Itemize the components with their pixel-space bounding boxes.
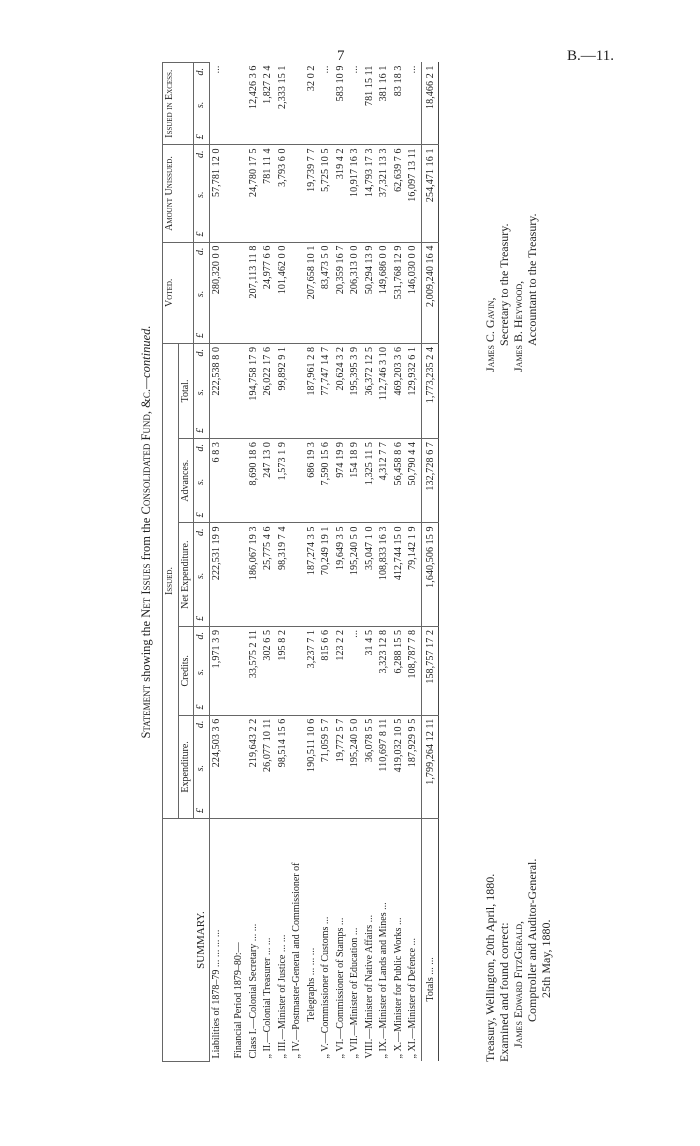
footer-left — [483, 859, 553, 1062]
net-cell: 98,319 7 4 — [276, 523, 291, 626]
currency-units-cell — [194, 63, 210, 145]
total-cell: 26,022 17 6 — [261, 343, 276, 438]
advances-cell: 686 19 3 — [305, 438, 320, 522]
currency-unit: d. — [195, 150, 206, 158]
currency-unit: £ — [195, 808, 206, 814]
total-cell: 129,932 6 1 — [406, 343, 421, 438]
summary-header: SUMMARY. — [163, 819, 210, 1062]
expenditure-cell: 110,697 8 11 — [377, 715, 392, 818]
row-label: „ VII.—Minister of Education ... — [349, 927, 360, 1059]
unissued-cell: 62,639 7 6 — [392, 145, 407, 242]
advances-cell: 50,790 4 4 — [406, 438, 421, 522]
page-number: 7 — [337, 48, 345, 64]
voted-cell: 149,686 0 0 — [377, 242, 392, 343]
title-net-issues: Net Issues — [139, 563, 153, 618]
table-row — [290, 63, 305, 1062]
voted-cell: 206,313 0 0 — [348, 242, 363, 343]
voted-cell: 24,977 6 6 — [261, 242, 276, 343]
expenditure-cell: 224,503 3 6 — [209, 715, 224, 818]
currency-unit: s. — [195, 191, 206, 198]
table-row — [276, 63, 291, 1062]
voted-cell: 280,320 0 0 — [209, 242, 224, 343]
table-row — [334, 63, 349, 1062]
excess-cell: 583 10 9 — [334, 63, 349, 145]
advances-cell: 1,573 1 9 — [276, 438, 291, 522]
unissued-cell: 14,793 17 3 — [363, 145, 378, 242]
unissued-cell: 16,097 13 11 — [406, 145, 421, 242]
credits-cell: 31 4 5 — [363, 626, 378, 715]
auditor-name: James Edward FitzGerald, — [511, 921, 525, 1048]
excess-cell: ... — [348, 63, 363, 145]
net-cell: 108,833 16 3 — [377, 523, 392, 626]
credits-cell: 123 2 2 — [334, 626, 349, 715]
issued-in-excess-header: Issued in Excess. — [163, 63, 194, 145]
unissued-cell: 24,780 17 5 — [247, 145, 262, 242]
currency-units-cell — [194, 523, 210, 626]
row-label: „ IX.—Minister of Lands and Mines ... — [378, 902, 389, 1059]
currency-unit: s. — [195, 101, 206, 109]
excess-cell: ... — [209, 63, 224, 145]
credits-cell — [232, 626, 247, 715]
row-label: VIII.—Minister of Native Affairs ... — [363, 914, 375, 1059]
accountant-title: Accountant to the Treasury. — [525, 213, 539, 346]
excess-cell — [232, 63, 247, 145]
voted-cell: 50,294 13 9 — [363, 242, 378, 343]
currency-unit: d. — [195, 68, 206, 76]
net-expenditure-header: Net Expenditure. — [178, 523, 194, 626]
excess-cell: 2,333 15 1 — [276, 63, 291, 145]
unissued-cell: 5,725 10 5 — [319, 145, 334, 242]
net-cell: 412,744 15 0 — [392, 523, 407, 626]
expenditure-header: Expenditure. — [178, 715, 194, 818]
title-fund: Consolidated Fund, &c. — [139, 389, 153, 515]
section-heading-row — [232, 63, 247, 1062]
currency-unit: s. — [195, 668, 206, 676]
spacer-row — [224, 63, 232, 1062]
unissued-cell: 19,739 7 7 — [305, 145, 320, 242]
net-cell: 186,067 19 3 — [247, 523, 262, 626]
voted-cell: 101,462 0 0 — [276, 242, 291, 343]
table-row — [363, 63, 378, 1062]
table-row — [261, 63, 276, 1062]
credits-cell — [290, 626, 305, 715]
expenditure-cell: 190,511 10 6 — [305, 715, 320, 818]
currency-units-cell — [194, 343, 210, 438]
advances-cell: 8,690 18 6 — [247, 438, 262, 522]
row-label: „ VI.—Commissioner of Stamps ... — [334, 917, 346, 1059]
voted-cell: 146,030 0 0 — [406, 242, 421, 343]
total-cell: 99,892 9 1 — [276, 343, 291, 438]
expenditure-cell — [232, 715, 247, 818]
header-row-1 — [163, 63, 179, 1062]
expenditure-cell: 19,772 5 7 — [334, 715, 349, 818]
net-cell: 1,640,506 15 9 — [421, 523, 439, 626]
advances-cell: 132,728 6 7 — [421, 438, 439, 522]
credits-cell: 158,757 17 2 — [421, 626, 439, 715]
advances-cell: 974 19 9 — [334, 438, 349, 522]
voted-cell: 83,473 5 0 — [319, 242, 334, 343]
title-middle: showing the — [139, 620, 153, 682]
currency-units-cell — [194, 242, 210, 343]
unissued-cell: 3,793 6 0 — [276, 145, 291, 242]
excess-cell: 83 18 3 — [392, 63, 407, 145]
excess-cell: 12,426 3 6 — [247, 63, 262, 145]
expenditure-cell: 187,929 9 5 — [406, 715, 421, 818]
issued-header: Issued. — [163, 343, 179, 818]
total-cell: 1,773,235 2 4 — [421, 343, 439, 438]
net-cell: 35,047 1 0 — [363, 523, 378, 626]
currency-unit: d. — [195, 247, 206, 256]
excess-cell — [290, 63, 305, 145]
rotated-statement — [138, 2, 698, 1062]
auditor-title: Comptroller and Auditor-General. — [525, 858, 539, 1022]
net-cell: 222,531 19 9 — [209, 523, 224, 626]
voted-cell: 20,359 16 7 — [334, 242, 349, 343]
total-cell: 36,372 12 5 — [363, 343, 378, 438]
secretary-title: Secretary to the Treasury. — [497, 223, 511, 346]
accountant-name: James B. Heywood, — [511, 280, 525, 372]
row-label: „ III.—Minister of Justice ... ... — [276, 934, 288, 1059]
row-label: Telegraphs ... ... ... — [305, 947, 317, 1022]
row-label: Financial Period 1879–80:— — [233, 942, 244, 1059]
credits-cell: 3,237 7 1 — [305, 626, 320, 715]
statement-body — [209, 63, 439, 1062]
credits-cell: 108,787 7 8 — [406, 626, 421, 715]
row-label: „ IV.—Postmaster-General and Commissioner of — [291, 862, 302, 1059]
row-label: „ II.—Colonial Treasurer ... ... — [262, 937, 273, 1059]
expenditure-cell — [290, 715, 305, 818]
credits-cell: 195 8 2 — [276, 626, 291, 715]
credits-header: Credits. — [178, 626, 194, 715]
currency-unit: d. — [195, 528, 206, 536]
unissued-cell: 319 4 2 — [334, 145, 349, 242]
currency-unit: £ — [195, 615, 206, 621]
currency-units-cell — [194, 438, 210, 522]
row-label: „ X.—Minister for Public Works ... — [392, 917, 404, 1059]
currency-unit: s. — [195, 572, 206, 580]
voted-header: Voted. — [163, 242, 194, 343]
expenditure-cell: 71,059 5 7 — [319, 715, 334, 818]
advances-cell: 247 13 0 — [261, 438, 276, 522]
spacer-cell — [224, 145, 232, 242]
expenditure-cell: 195,240 5 0 — [348, 715, 363, 818]
currency-unit: £ — [195, 512, 206, 518]
currency-unit: d. — [195, 348, 206, 357]
unissued-cell: 781 11 4 — [261, 145, 276, 242]
credits-cell: 33,575 2 11 — [247, 626, 262, 715]
voted-cell: 2,009,240 16 4 — [421, 242, 439, 343]
currency-unit: £ — [195, 704, 206, 710]
unissued-cell: 254,471 16 1 — [421, 145, 439, 242]
spacer-cell — [224, 626, 232, 715]
currency-unit: s. — [195, 389, 206, 396]
spacer-cell — [224, 715, 232, 818]
advances-cell: 1,325 11 5 — [363, 438, 378, 522]
title-suffix: —continued. — [139, 325, 153, 389]
expenditure-cell: 419,032 10 5 — [392, 715, 407, 818]
total-cell: 187,961 2 8 — [305, 343, 320, 438]
currency-unit: s. — [195, 290, 206, 298]
row-label: Totals ... ... — [421, 819, 439, 1062]
net-cell — [290, 523, 305, 626]
unissued-cell: 37,321 13 3 — [377, 145, 392, 242]
totals-row — [421, 63, 439, 1062]
total-cell: 469,203 3 6 — [392, 343, 407, 438]
statement-title — [138, 2, 154, 1062]
currency-unit: s. — [195, 764, 206, 772]
table-row — [305, 63, 320, 1062]
voted-cell — [232, 242, 247, 343]
total-cell: 112,746 3 10 — [377, 343, 392, 438]
table-row — [377, 63, 392, 1062]
currency-units-cell — [194, 715, 210, 818]
voted-cell — [290, 242, 305, 343]
credits-cell: 302 6 5 — [261, 626, 276, 715]
excess-cell: 381 16 1 — [377, 63, 392, 145]
currency-unit: £ — [195, 134, 206, 140]
total-cell: 222,538 8 0 — [209, 343, 224, 438]
statement-table — [162, 62, 439, 1062]
credits-cell: 815 6 6 — [319, 626, 334, 715]
advances-cell: 154 18 9 — [348, 438, 363, 522]
currency-unit: £ — [195, 332, 206, 338]
currency-unit: d. — [195, 443, 206, 452]
total-cell: 77,747 14 7 — [319, 343, 334, 438]
currency-unit: d. — [195, 631, 206, 640]
table-row — [247, 63, 262, 1062]
total-cell — [232, 343, 247, 438]
net-cell: 79,142 1 9 — [406, 523, 421, 626]
expenditure-cell: 98,514 15 6 — [276, 715, 291, 818]
net-cell: 195,240 5 0 — [348, 523, 363, 626]
currency-units-cell — [194, 626, 210, 715]
table-row — [319, 63, 334, 1062]
voted-cell: 207,113 11 8 — [247, 242, 262, 343]
row-label: „ V.—Commissioner of Customs ... — [320, 916, 331, 1059]
row-label: Liabilities of 1878–79 ... ... ... ... — [210, 929, 222, 1059]
table-row — [392, 63, 407, 1062]
footer-right — [483, 213, 539, 372]
expenditure-cell: 26,077 10 11 — [261, 715, 276, 818]
net-cell — [232, 523, 247, 626]
net-cell: 187,274 3 5 — [305, 523, 320, 626]
currency-unit: £ — [195, 231, 206, 237]
spacer-cell — [224, 242, 232, 343]
expenditure-cell: 1,799,264 12 11 — [421, 715, 439, 818]
total-cell — [290, 343, 305, 438]
currency-units-cell — [194, 145, 210, 242]
excess-cell: ... — [319, 63, 334, 145]
advances-cell — [232, 438, 247, 522]
advances-cell: 7,590 15 6 — [319, 438, 334, 522]
credits-cell: ... — [348, 626, 363, 715]
currency-unit: £ — [195, 427, 206, 433]
excess-cell: 781 15 11 — [363, 63, 378, 145]
unissued-cell — [290, 145, 305, 242]
advances-cell — [290, 438, 305, 522]
credits-cell: 1,971 3 9 — [209, 626, 224, 715]
expenditure-cell: 36,078 5 5 — [363, 715, 378, 818]
treasury-date: Treasury, Wellington, 20th April, 1880. — [483, 873, 497, 1062]
spacer-cell — [224, 343, 232, 438]
excess-cell: 1,827 2 4 — [261, 63, 276, 145]
excess-cell: ... — [406, 63, 421, 145]
table-row — [348, 63, 363, 1062]
table-row — [209, 63, 224, 1062]
row-label: Class I.—Colonial Secretary ... ... — [247, 923, 259, 1059]
currency-unit: s. — [195, 478, 206, 486]
document-reference: B.—11. — [567, 48, 614, 64]
net-cell: 19,649 3 5 — [334, 523, 349, 626]
voted-cell: 207,658 10 1 — [305, 242, 320, 343]
total-cell: 194,758 17 9 — [247, 343, 262, 438]
spacer-cell — [224, 523, 232, 626]
advances-cell: 56,458 8 6 — [392, 438, 407, 522]
voted-cell: 531,768 12 9 — [392, 242, 407, 343]
advances-cell: 6 8 3 — [209, 438, 224, 522]
spacer-cell — [224, 819, 232, 1062]
total-header: Total. — [178, 343, 194, 438]
excess-cell: 32 0 2 — [305, 63, 320, 145]
unissued-cell: 57,781 12 0 — [209, 145, 224, 242]
total-cell: 20,624 3 2 — [334, 343, 349, 438]
row-label: „ XI.—Minister of Defence ... — [407, 937, 418, 1059]
credits-cell: 3,323 12 8 — [377, 626, 392, 715]
table-row — [406, 63, 421, 1062]
spacer-cell — [224, 438, 232, 522]
net-cell: 70,249 19 1 — [319, 523, 334, 626]
amount-unissued-header: Amount Unissued. — [163, 145, 194, 242]
advances-cell: 4,312 7 7 — [377, 438, 392, 522]
auditor-date: 25th May, 1880. — [539, 919, 553, 998]
credits-cell: 6,288 15 5 — [392, 626, 407, 715]
title-from: from the — [139, 517, 153, 561]
net-cell: 25,775 4 6 — [261, 523, 276, 626]
advances-header: Advances. — [178, 438, 194, 522]
title-prefix: Statement — [139, 684, 153, 739]
unissued-cell: 10,917 16 3 — [348, 145, 363, 242]
total-cell: 195,395 3 9 — [348, 343, 363, 438]
currency-unit: d. — [195, 720, 206, 729]
excess-cell: 18,466 2 1 — [421, 63, 439, 145]
expenditure-cell: 219,643 2 2 — [247, 715, 262, 818]
examined-note: Examined and found correct: — [497, 922, 511, 1062]
secretary-name: James C. Gavin, — [483, 297, 497, 372]
unissued-cell — [232, 145, 247, 242]
spacer-cell — [224, 63, 232, 145]
